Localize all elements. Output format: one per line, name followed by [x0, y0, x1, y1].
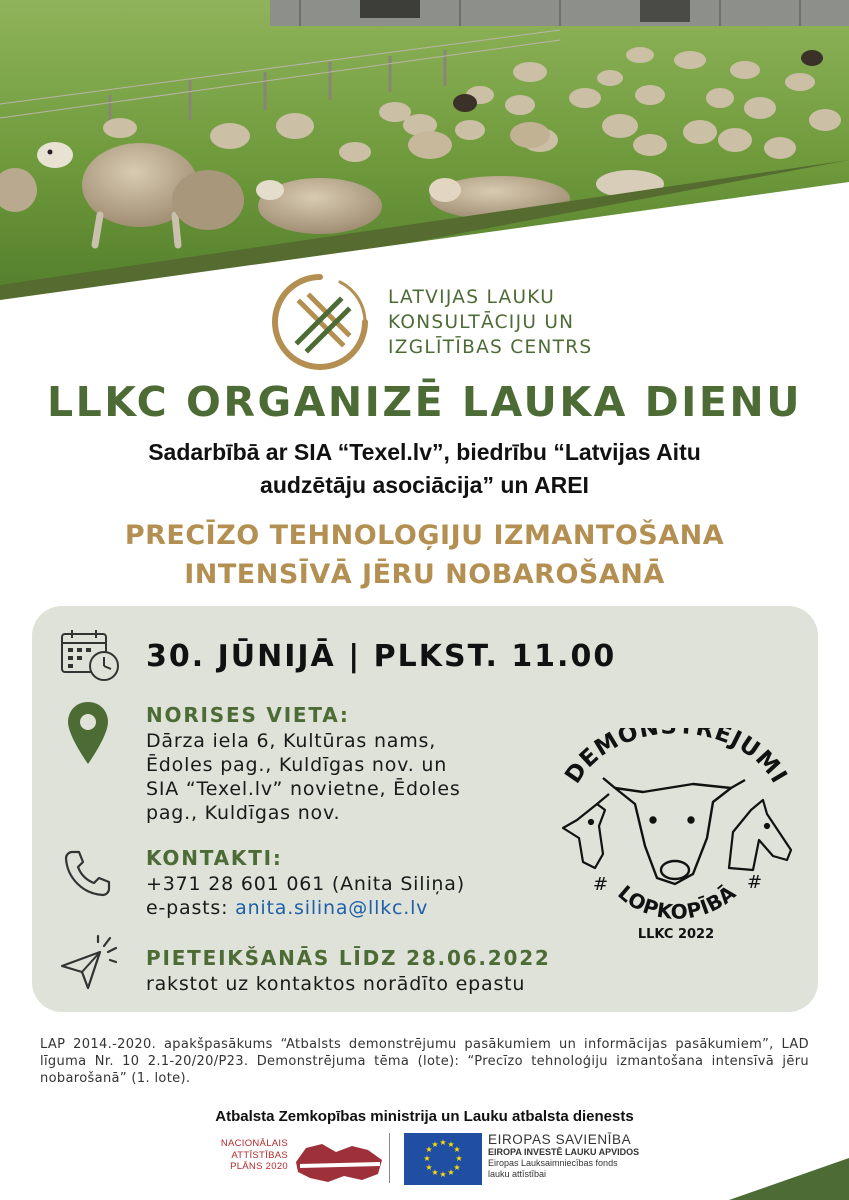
svg-text:DEMONSTRĒJUMI: [560, 728, 792, 788]
hash-mark-icon: #: [747, 872, 763, 893]
topic-line: INTENSĪVĀ JĒRU NOBAROŠANĀ: [184, 559, 665, 590]
event-title: LLKC ORGANIZĒ LAUKA DIENU: [47, 378, 802, 426]
registration-text: rakstot uz kontaktos norādīto epastu: [146, 973, 526, 995]
eu-line: lauku attīstībai: [488, 1169, 547, 1179]
svg-text:★: ★: [423, 1154, 431, 1163]
badge-bottom-text: LOPKOPĪBĀ: [613, 880, 741, 924]
registration-label: PIETEIKŠANĀS LĪDZ 28.06.2022: [146, 946, 551, 970]
svg-text:★: ★: [453, 1145, 461, 1154]
svg-text:★: ★: [453, 1163, 461, 1172]
location-line: SIA “Texel.lv” novietne, Ēdoles: [146, 778, 461, 800]
nap-line: PLĀNS 2020: [230, 1161, 288, 1172]
subtitle-line: audzētāju asociācija” un AREI: [260, 472, 589, 498]
svg-text:★: ★: [425, 1145, 433, 1154]
svg-text:★: ★: [431, 1140, 439, 1149]
support-statement: Atbalsta Zemkopības ministrija un Lauku atbalsta dienests: [215, 1108, 634, 1125]
calendar-clock-icon: [60, 628, 122, 686]
eu-title: EIROPAS SAVIENĪBA: [488, 1132, 632, 1147]
latvia-map-icon: [292, 1140, 386, 1184]
organization-name-line: LATVIJAS LAUKU: [388, 287, 556, 308]
organization-name-line: KONSULTĀCIJU UN: [388, 312, 575, 333]
eu-fund-text: [488, 1132, 639, 1180]
svg-text:★: ★: [439, 1170, 447, 1179]
subtitle-line: Sadarbībā ar SIA “Texel.lv”, biedrību “Latvijas Aitu: [148, 439, 701, 465]
eu-line: Eiropas Lauksaimniecības fonds: [488, 1158, 618, 1168]
location-line: Ēdoles pag., Kuldīgas nov. un: [146, 754, 448, 776]
eu-line: EIROPA INVESTĒ LAUKU APVIDOS: [488, 1147, 640, 1157]
svg-text:★: ★: [447, 1140, 455, 1149]
demonstration-badge: [553, 728, 799, 952]
hash-mark-icon: #: [593, 874, 609, 895]
hero-photo-sheep-pasture: [0, 0, 849, 320]
horse-head-icon: [729, 800, 791, 870]
nap-text: [208, 1138, 288, 1173]
email-prefix: e-pasts:: [146, 897, 236, 919]
contacts-details: [146, 872, 465, 920]
badge-top-text: DEMON RĒJUMI: [560, 728, 793, 789]
eu-flag-icon: [404, 1133, 482, 1185]
nap-line: ATTĪSTĪBAS: [231, 1149, 288, 1161]
organization-name-line: IZGLĪTĪBAS CENTRS: [388, 337, 593, 358]
organization-name: [388, 285, 592, 360]
location-pin-icon: [66, 700, 110, 770]
location-address: [146, 729, 461, 825]
goat-head-icon: [563, 794, 609, 868]
megaphone-icon: [58, 934, 120, 996]
phone-icon: [62, 848, 112, 902]
partners-subtitle: [60, 436, 789, 502]
legal-notice: LAP 2014.-2020. apakšpasākums “Atbalsts demonstrējumu pasākumiem un informācijas pasākumiem”, LAD līguma Nr. 10 2.1-20/20/P23. Demonstrējuma tēma (lote): “Precīzo tehnoloģiju izmantošana intensīvā jēru nobarošanā” (1. lote).: [40, 1037, 809, 1086]
svg-text:★: ★: [439, 1138, 447, 1147]
cow-head-icon: [603, 778, 745, 884]
contacts-label: KONTAKTI:: [146, 846, 283, 870]
location-line: pag., Kuldīgas nov.: [146, 802, 341, 824]
logo-divider: [389, 1133, 390, 1183]
contact-phone: +371 28 601 061 (Anita Siliņa): [146, 873, 465, 895]
svg-text:★: ★: [447, 1168, 455, 1177]
nap-line: NACIONĀLAIS: [220, 1138, 288, 1149]
svg-text:★: ★: [425, 1163, 433, 1172]
location-label: NORISES VIETA:: [146, 703, 350, 727]
location-line: Dārza iela 6, Kultūras nams,: [146, 730, 437, 752]
event-topic: [0, 516, 849, 594]
contact-email-line: [146, 896, 465, 920]
svg-text:★: ★: [455, 1154, 463, 1163]
badge-year: LLKC 2022: [637, 927, 715, 942]
svg-text:LOPKOPĪBĀ: [613, 880, 740, 924]
corner-accent: [729, 1158, 849, 1200]
email-link[interactable]: anita.silina@llkc.lv: [235, 897, 429, 919]
event-date-time: 30. JŪNIJĀ | PLKST. 11.00: [146, 639, 617, 674]
svg-text:★: ★: [431, 1168, 439, 1177]
llkc-logo: [270, 272, 370, 372]
national-development-plan-logo: [208, 1136, 388, 1186]
topic-line: PRECĪZO TEHNOLOĢIJU IZMANTOŠANA: [124, 520, 725, 551]
